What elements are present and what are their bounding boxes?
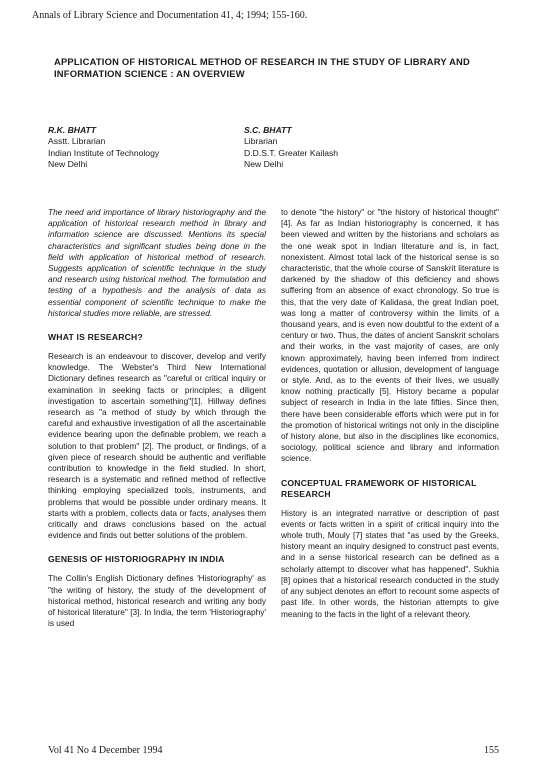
author-name: S.C. BHATT (244, 125, 292, 135)
author-institution: Indian Institute of Technology (48, 147, 160, 158)
section-heading-genesis: GENESIS OF HISTORIOGRAPHY IN INDIA (48, 554, 225, 565)
page-number: 155 (484, 745, 499, 756)
author-block-2 (244, 125, 464, 171)
author-position: Asstt. Librarian (48, 136, 106, 147)
author-block-1 (48, 125, 268, 171)
footer-issue: Vol 41 No 4 December 1994 (48, 745, 163, 756)
research-paragraph: Research is an endeavour to discover, develop and verify knowledge. The Webster's Third New International Dictionary defines research as "careful or critical inquiry or examination in seeking facts or principles; a diligent investigation to ascertain something"[1]. Hillway defines research as "a method of study by which through the careful and exhaustive investigation of all the ascertainable evidence bearing upon the definable problem, we reach a solution to that problem" [2]. The product, or findings, of a given piece of research should be authentic and verifiable contribution to knowledge in the field studied. In short, research is a systematic and refined method of reflective thinking employing specialized tools, instruments, and problems that would be possible under ordinary means. It starts with a problem, collects data or facts, analyses them critically and draws conclusions based on the actual evidence and finds out better solutions of the problem. (48, 351, 266, 541)
author-position: Librarian (244, 136, 278, 147)
framework-paragraph: History is an integrated narrative or description of past events or facts written in a spirit of critical inquiry into the whole truth, Mouly [7] states that "as used by the Greeks, history meant an inquiry designed to construct past events, and in a sense historical research can be defined as a scholarly attempt to discover what has happened". Sukhia [8] opines that a historical research conducted in the study of any subject denotes an effort to recount some aspects of past life. In other words, the historian attempts to give meaning to the facts in the light of a relevant theory. (281, 507, 499, 619)
historiography-paragraph: to denote "the history" or "the history of historical thought" [4]. As far as Indian historiography is concerned, it has been viewed and written by the historians and scholars as the one weak spot in Indian literature and is, in fact, nonexistent. Almost total lack of the historical sense is so characteristic, that the whole course of Sanskrit literature is darkened by the shadow of this deficiency and shows suffering from an absence of exact chronology. So true is this, that the very date of Kalidasa, the great Indian poet, was long a matter of controversy within the limits of a thousand years, and is even now doubtful to the extent of a century or two. Thus, the dates of ancient Sanskrit scholars and their works, in the vast majority of cases, are only known approximately, having been inferred from indirect evidences, quotation or allusion, development of language or style. And, as to the events of their lives, we usually know nothing practically [5]. History became a popular subject of research in India in the late fifties. Since then, there have been considerable efforts which were put in for the promotion of historical writings not only in the discipline of history alone, but also in the disciplines like economics, sociology, political science and library and information science. (281, 207, 499, 464)
author-institution: D.D.S.T. Greater Kailash (244, 147, 339, 158)
running-head: Annals of Library Science and Documentation 41, 4; 1994; 155-160. (32, 10, 308, 21)
author-city: New Delhi (244, 159, 284, 170)
author-city: New Delhi (48, 159, 88, 170)
genesis-paragraph: The Collin's English Dictionary defines 'Historiography' as "the writing of history, the study of the development of historical method, historical research and writing any body of historical literature" [3]. In India, the term 'Historiography' is used (48, 573, 266, 629)
right-column (281, 207, 499, 620)
article-title: APPLICATION OF HISTORICAL METHOD OF RESEARCH IN THE STUDY OF LIBRARY AND INFORMATION SCIENCE : AN OVERVIEW (54, 56, 470, 79)
abstract: The need and importance of library historiography and the application of historical research method in library and information science are discussed. Mentions its special characteristics and significant studies being done in the field with application of historical method of research. Suggests application of scientific technique in the study and research using historical method. The formulation and testing of a hypothesis and the analysis of data as essential component of scientific technique to make the historical studies more reliable, are stressed. (48, 207, 266, 318)
section-heading-framework: CONCEPTUAL FRAMEWORK OF HISTORICAL RESEARCH (281, 477, 477, 499)
section-heading-research: WHAT IS RESEARCH? (48, 332, 143, 343)
author-name: R.K. BHATT (48, 125, 97, 135)
left-column (48, 207, 266, 630)
